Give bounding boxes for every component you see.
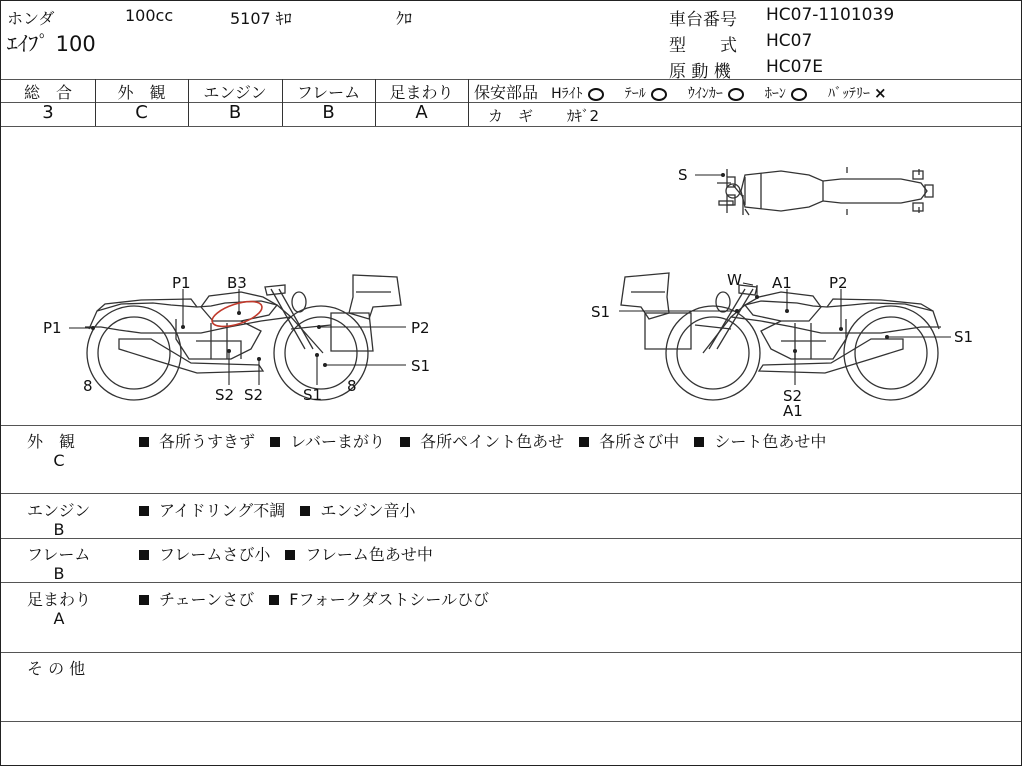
displacement: 100cc [125,6,174,25]
black-square-bullet-icon [269,595,279,605]
black-square-bullet-icon [139,437,149,447]
grade-total-label: 総 合 [23,83,72,102]
note-item: 各所うすきず [159,432,256,451]
circle-mark-icon [588,88,604,101]
diagram-label: 8 [347,377,357,395]
note-items [139,587,489,610]
divider [1,582,1022,583]
safety-label: 保安部品 [474,83,539,102]
note-category: 足まわり [27,590,92,609]
motorcycle-top-view-icon [717,167,933,215]
grade-exterior-value: C [135,102,148,123]
note-items [139,498,416,521]
divider [1,425,1022,426]
diagram-label: B3 [227,274,247,292]
circle-mark-icon [651,88,667,101]
safety-headlight [551,86,606,102]
note-item: 各所さび中 [599,432,680,451]
grade-frame-label: フレーム [296,83,361,102]
diagram-label: A1 [772,274,792,292]
model-name: ｴｲﾌﾟ 100 [7,32,96,56]
divider [1,538,1022,539]
black-square-bullet-icon [579,437,589,447]
diagram-label: S1 [303,386,323,404]
black-square-bullet-icon [270,437,280,447]
diagram-label: S2 [215,386,235,404]
divider [1,652,1022,653]
note-items [139,429,826,452]
note-item: アイドリング不調 [159,501,286,520]
diagram-label: S2 [783,387,803,405]
note-item: 各所ペイント色あせ [420,432,565,451]
note-item: フレームさび小 [159,545,271,564]
safety-horn [765,86,809,102]
note-grade: B [53,564,65,583]
type-label: 型 式 [669,36,737,56]
grade-engine-value: B [228,102,242,123]
tail-label: ﾃｰﾙ [624,86,646,102]
note-grade: C [53,451,65,470]
diagram-label: P1 [172,274,191,292]
black-square-bullet-icon [694,437,704,447]
battery-label: ﾊﾞｯﾃﾘｰ [828,86,871,102]
grade-suspension-value: A [415,102,428,123]
frame-no: HC07-1101039 [766,5,895,25]
grade-total-value: 3 [42,102,54,123]
black-square-bullet-icon [400,437,410,447]
key-value: ｶｷﾞ2 [567,107,600,125]
note-category: 外 観 [27,432,76,451]
x-mark-icon: × [874,84,887,102]
grade-frame-value: B [322,102,335,123]
frame-no-label: 車台番号 [669,10,737,30]
diagram-label: 8 [83,377,93,395]
note-category: そ の 他 [27,659,86,678]
winker-label: ｳｲﾝｶｰ [687,86,723,102]
column-divider [468,79,469,126]
note-item: エンジン音小 [320,501,416,520]
safety-parts [474,80,887,103]
divider [1,721,1022,722]
safety-tail [625,86,669,102]
note-grade: A [53,609,65,628]
note-category: フレーム [27,545,91,564]
safety-winker [688,86,746,102]
grade-suspension-label: 足まわり [389,83,454,102]
headlight-label: Hﾗｲﾄ [551,86,583,102]
diagram-label: S1 [954,328,974,346]
safety-battery [828,86,887,102]
engine-value: HC07E [766,57,824,77]
mileage: 5107 ｷﾛ [230,9,292,28]
key-label: カ ギ [488,107,534,125]
color: ｸﾛ [396,9,413,28]
note-item: レバーまがり [290,432,385,451]
diagram-label: S2 [244,386,264,404]
diagram-label: P2 [829,274,848,292]
note-category: エンジン [27,501,91,520]
divider [1,493,1022,494]
grade-engine-label: エンジン [203,83,267,102]
circle-mark-icon [728,88,744,101]
note-item: シート色あせ中 [714,432,827,451]
note-items [139,542,433,565]
diagram-label: S1 [411,357,431,375]
leader-lines [69,175,951,385]
diagram-label: S [678,166,688,184]
damage-diagram [1,127,1022,425]
horn-label: ﾎｰﾝ [764,86,786,102]
diagram-label: P1 [43,319,62,337]
engine-label: 原 動 機 [669,62,731,82]
note-item: フレーム色あせ中 [305,545,433,564]
note-item: チェーンさび [159,590,255,609]
note-grade: B [53,520,65,539]
black-square-bullet-icon [139,595,149,605]
black-square-bullet-icon [300,506,310,516]
type-value: HC07 [766,31,813,51]
maker: ホンダ [7,9,55,28]
diagram-label: W [727,271,742,289]
black-square-bullet-icon [139,506,149,516]
diagram-label: S1 [591,303,611,321]
black-square-bullet-icon [139,550,149,560]
note-item: Fフォークダストシールひび [289,590,490,609]
grade-exterior-label: 外 観 [117,83,166,102]
black-square-bullet-icon [285,550,295,560]
diagram-label: P2 [411,319,430,337]
circle-mark-icon [791,88,807,101]
diagram-label: A1 [783,402,803,420]
